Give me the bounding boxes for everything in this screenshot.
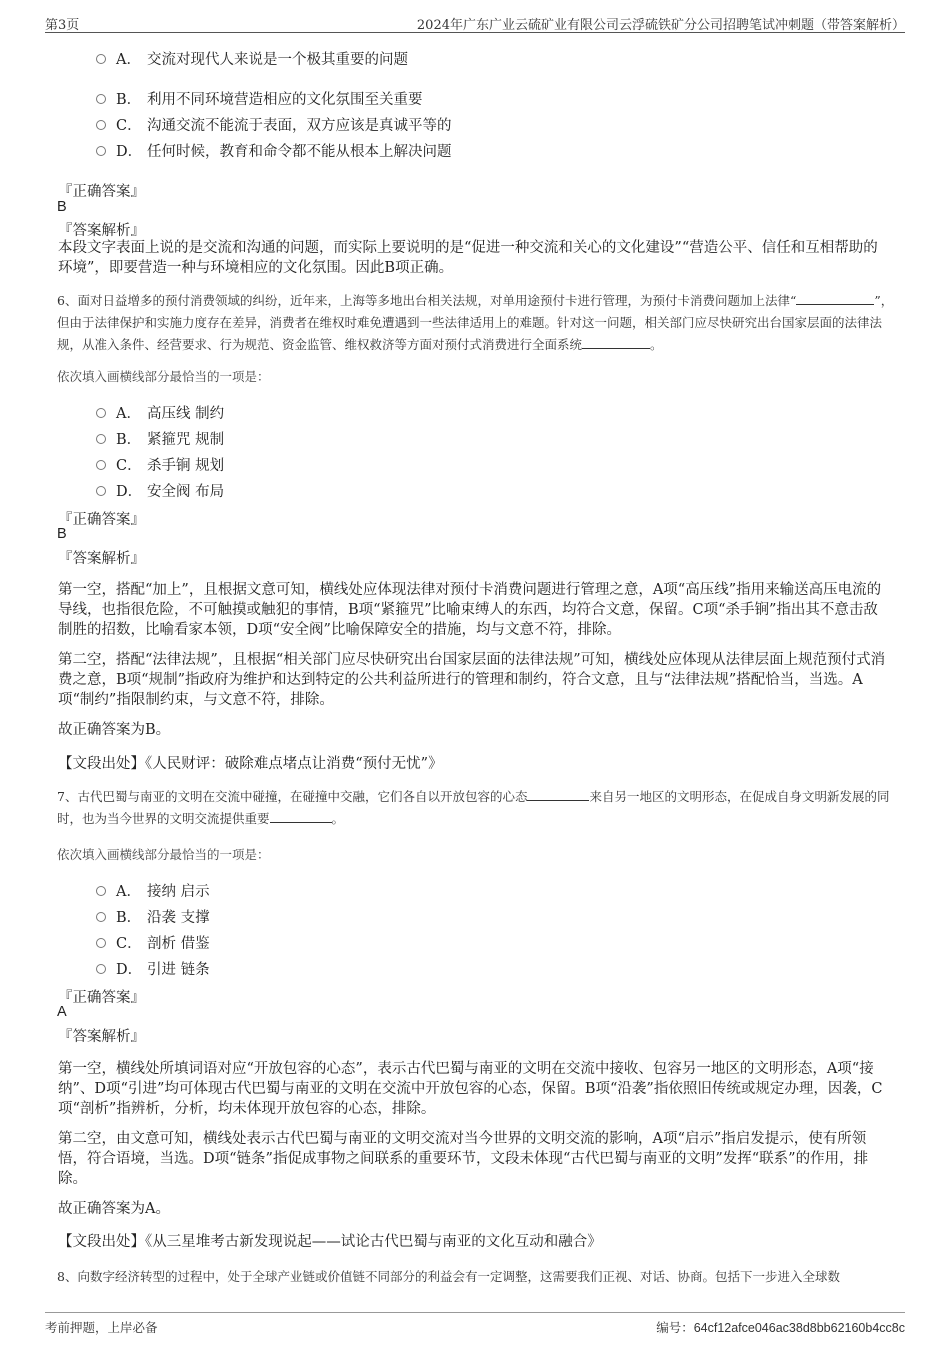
question-7-text: 7、古代巴蜀与南亚的文明在交流中碰撞，在碰撞中交融，它们各自以开放包容的心态 来自另一地区的文明形态，在促成自身文明新发展的同时，也为当今世界的文明交流提供重要 。 bbox=[57, 789, 890, 826]
q5-option-d[interactable]: D． 任何时候，教育和命令都不能从根本上解决问题 bbox=[96, 140, 452, 161]
radio-icon[interactable] bbox=[96, 434, 106, 444]
q7-option-a[interactable]: A． 接纳 启示 bbox=[96, 880, 210, 901]
analysis-paragraph-2: 第二空，由文意可知，横线处表示古代巴蜀与南亚的文明交流对当今世界的文明交流的影响，A项“启示”指启发提示，使有所领悟，符合语境，当选。D项“链条”指促成事物之间联系的重要环节，文段未体现“古代巴蜀与南亚的文明”发挥“联系”的作用，排除。 bbox=[58, 1131, 869, 1187]
analysis-paragraph-1: 第一空，横线处所填词语对应“开放包容的心态”，表示古代巴蜀与南亚的文明在交流中接收、包容另一地区的文明形态，A项“接纳”、D项“引进”均可体现古代巴蜀与南亚的文明在交流中开放包容的心态，保留。B项“沿袭”指依照旧传统或规定办理，因袭，C项“剖析”指辨析，分析，均未体现开放包容的心态，排除。 bbox=[58, 1061, 883, 1117]
correct-answer-label: 『正确答案』 bbox=[58, 990, 145, 1006]
analysis-label: 『答案解析』 bbox=[58, 223, 145, 239]
question-7-hint: 依次填入画横线部分最恰当的一项是： bbox=[57, 847, 270, 862]
q5-option-c[interactable]: C． 沟通交流不能流于表面，双方应该是真诚平等的 bbox=[96, 114, 452, 135]
page-number: 第3页 bbox=[45, 18, 80, 33]
q5-option-b[interactable]: B． 利用不同环境营造相应的文化氛围至关重要 bbox=[96, 88, 423, 109]
fill-blank bbox=[270, 810, 332, 823]
radio-icon[interactable] bbox=[96, 486, 106, 496]
document-code: 编号：64cf12afce046ac38d8bb62160b4cc8c bbox=[656, 1320, 905, 1335]
q6-option-d[interactable]: D． 安全阀 布局 bbox=[96, 480, 224, 501]
analysis-conclusion: 故正确答案为B。 bbox=[58, 722, 171, 738]
q7-option-c[interactable]: C． 剖析 借鉴 bbox=[96, 932, 210, 953]
correct-answer-label: 『正确答案』 bbox=[58, 184, 145, 200]
radio-icon[interactable] bbox=[96, 460, 106, 470]
fill-blank bbox=[582, 336, 650, 349]
page-header bbox=[45, 10, 905, 33]
footer-slogan: 考前押题，上岸必备 bbox=[45, 1320, 158, 1335]
radio-icon[interactable] bbox=[96, 120, 106, 130]
analysis-text: 本段文字表面上说的是交流和沟通的问题，而实际上要说明的是“促进一种交流和关心的文化建设”“营造公平、信任和互相帮助的环境”，即要营造一种与环境相应的文化氛围。因此B项正确。 bbox=[58, 240, 878, 276]
analysis-paragraph-2: 第二空，搭配“法律法规”，且根据“相关部门应尽快研究出台国家层面的法律法规”可知，横线处应体现从法律层面上规范预付式消费之意，B项“规制”指政府为维护和达到特定的公共利益所进行的管理和制约，符合文意，且与“法律法规”搭配恰当，当选。A项“制约”指限制约束，与文意不符，排除。 bbox=[58, 652, 886, 708]
document-title: 2024年广东广业云硫矿业有限公司云浮硫铁矿分公司招聘笔试冲刺题（带答案解析） bbox=[416, 18, 905, 33]
analysis-label: 『答案解析』 bbox=[58, 551, 145, 567]
source-citation: 【文段出处】《人民财评：破除难点堵点让消费“预付无忧”》 bbox=[58, 756, 443, 772]
q7-option-d[interactable]: D． 引进 链条 bbox=[96, 958, 210, 979]
correct-answer: B bbox=[57, 199, 67, 215]
page-footer bbox=[45, 1312, 905, 1337]
radio-icon[interactable] bbox=[96, 54, 106, 64]
correct-answer: B bbox=[57, 526, 67, 542]
radio-icon[interactable] bbox=[96, 886, 106, 896]
correct-answer: A bbox=[57, 1004, 67, 1020]
radio-icon[interactable] bbox=[96, 408, 106, 418]
analysis-conclusion: 故正确答案为A。 bbox=[58, 1201, 170, 1217]
fill-blank bbox=[796, 292, 874, 305]
radio-icon[interactable] bbox=[96, 964, 106, 974]
analysis-paragraph-1: 第一空，搭配“加上”，且根据文意可知，横线处应体现法律对预付卡消费问题进行管理之意，A项“高压线”指用来输送高压电流的导线，也指很危险，不可触摸或触犯的事情，B项“紧箍咒”比喻束缚人的东西，均符合文意，保留。C项“杀手锏”指出其不意击敌制胜的招数，比喻看家本领，D项“安全阀”比喻保障安全的措施，均与文意不符，排除。 bbox=[58, 582, 882, 638]
radio-icon[interactable] bbox=[96, 938, 106, 948]
radio-icon[interactable] bbox=[96, 146, 106, 156]
question-6-text: 6、面对日益增多的预付消费领域的纠纷，近年来，上海等多地出台相关法规，对单用途预付卡进行管理，为预付卡消费问题加上法律“ ”，但由于法律保护和实施力度存在差异，消费者在维权时难免遭遇到一些法律适用上的难题。针对这一问题，相关部门应尽快研究出台国家层面的法律法规，从准入条件、经营要求、行为规范、资金监管、维权救济等方面对预付式消费进行全面系统 。 bbox=[57, 293, 894, 352]
radio-icon[interactable] bbox=[96, 94, 106, 104]
q5-option-a[interactable]: A． 交流对现代人来说是一个极其重要的问题 bbox=[96, 48, 408, 69]
source-citation: 【文段出处】《从三星堆考古新发现说起——试论古代巴蜀与南亚的文化互动和融合》 bbox=[58, 1234, 602, 1250]
fill-blank bbox=[527, 788, 589, 801]
q6-option-b[interactable]: B． 紧箍咒 规制 bbox=[96, 428, 224, 449]
q6-option-c[interactable]: C． 杀手锏 规划 bbox=[96, 454, 224, 475]
q7-option-b[interactable]: B． 沿袭 支撑 bbox=[96, 906, 210, 927]
question-6-hint: 依次填入画横线部分最恰当的一项是： bbox=[57, 369, 270, 384]
radio-icon[interactable] bbox=[96, 912, 106, 922]
analysis-label: 『答案解析』 bbox=[58, 1029, 145, 1045]
correct-answer-label: 『正确答案』 bbox=[58, 512, 145, 528]
q6-option-a[interactable]: A． 高压线 制约 bbox=[96, 402, 224, 423]
question-8-text: 8、向数字经济转型的过程中，处于全球产业链或价值链不同部分的利益会有一定调整，这需要我们正视、对话、协商。包括下一步进入全球数 bbox=[57, 1269, 840, 1284]
